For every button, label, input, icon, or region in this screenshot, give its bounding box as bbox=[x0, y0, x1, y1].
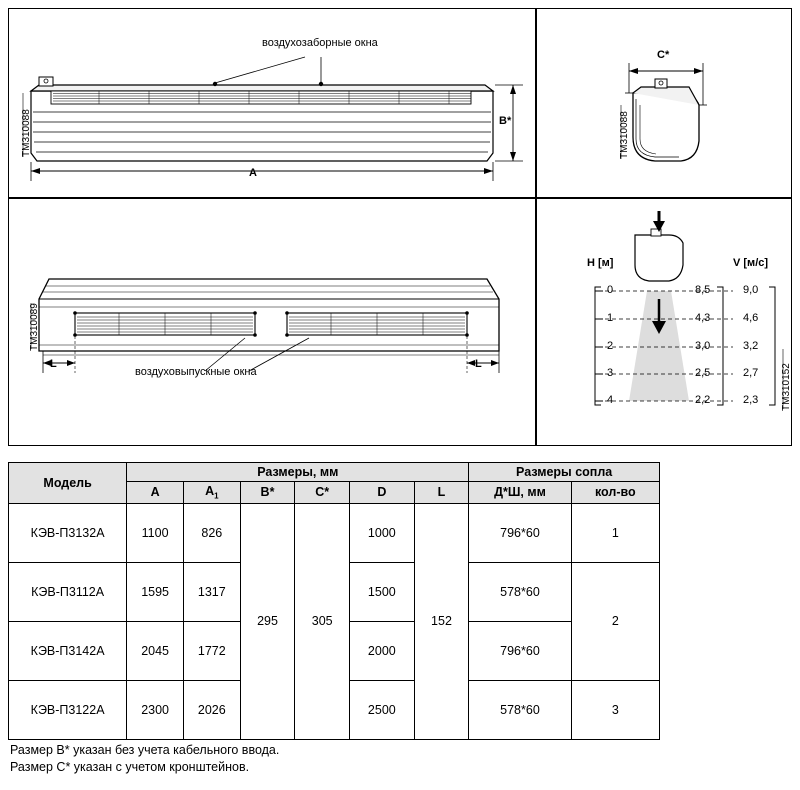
dimension-b-label: B* bbox=[499, 115, 512, 127]
cell-count-3: 3 bbox=[571, 680, 659, 739]
table-header-row-1 bbox=[9, 463, 660, 482]
cell-a1-3: 2026 bbox=[183, 680, 240, 739]
cell-a-2: 2045 bbox=[127, 621, 184, 680]
v1-value-2: 3,0 bbox=[695, 340, 711, 352]
cell-a-1: 1595 bbox=[127, 562, 184, 621]
cell-d-2: 2000 bbox=[350, 621, 415, 680]
th-d: D bbox=[350, 482, 415, 504]
cell-model-0: КЭВ-П3132А bbox=[9, 503, 127, 562]
h-value-4: 4 bbox=[607, 394, 614, 406]
specification-table bbox=[8, 462, 660, 740]
v1-value-4: 2,2 bbox=[695, 394, 711, 406]
cell-l-merged: 152 bbox=[414, 503, 469, 739]
dimension-a-label: A bbox=[249, 167, 257, 179]
panel-front-view bbox=[8, 8, 536, 198]
cell-nozzle-3: 578*60 bbox=[469, 680, 571, 739]
v1-value-0: 8,5 bbox=[695, 284, 711, 296]
cell-d-1: 1500 bbox=[350, 562, 415, 621]
drawing-code-tm310089: TM310089 bbox=[29, 303, 40, 351]
cell-model-1: КЭВ-П3112А bbox=[9, 562, 127, 621]
panel-velocity-diagram bbox=[536, 198, 792, 446]
th-l: L bbox=[414, 482, 469, 504]
notes-block bbox=[10, 742, 279, 776]
th-nozzle-size: Д*Ш, мм bbox=[469, 482, 571, 504]
dimension-l-right-label: L bbox=[475, 358, 482, 370]
th-a: A bbox=[127, 482, 184, 504]
cell-model-2: КЭВ-П3142А bbox=[9, 621, 127, 680]
table-header bbox=[9, 463, 660, 504]
th-a1: $A_1$ bbox=[183, 482, 240, 504]
th-group-sizes: Размеры, мм bbox=[127, 463, 469, 482]
h-value-1: 1 bbox=[607, 312, 614, 324]
h-axis-header: H [м] bbox=[587, 257, 614, 269]
cell-b-merged: 295 bbox=[240, 503, 295, 739]
cell-nozzle-1: 578*60 bbox=[469, 562, 571, 621]
cell-d-0: 1000 bbox=[350, 503, 415, 562]
v-axis-header: V [м/с] bbox=[733, 257, 769, 269]
cell-c-merged: 305 bbox=[295, 503, 350, 739]
cell-model-3: КЭВ-П3122А bbox=[9, 680, 127, 739]
h-value-0: 0 bbox=[607, 284, 614, 296]
h-value-3: 3 bbox=[607, 367, 614, 379]
v2-value-0: 9,0 bbox=[743, 284, 759, 296]
side-view-drawing bbox=[537, 9, 793, 199]
table-body bbox=[9, 503, 660, 739]
cell-a1-2: 1772 bbox=[183, 621, 240, 680]
cell-a1-1: 1317 bbox=[183, 562, 240, 621]
v1-value-3: 2,5 bbox=[695, 367, 711, 379]
table-row bbox=[9, 503, 660, 562]
cell-a1-0: 826 bbox=[183, 503, 240, 562]
th-c: C* bbox=[295, 482, 350, 504]
panel-side-view bbox=[536, 8, 792, 198]
v1-value-1: 4,3 bbox=[695, 312, 711, 324]
th-group-nozzle: Размеры сопла bbox=[469, 463, 660, 482]
v2-value-3: 2,7 bbox=[743, 367, 759, 379]
dimension-c-label: C* bbox=[657, 49, 670, 61]
panel-bottom-view bbox=[8, 198, 536, 446]
v2-value-4: 2,3 bbox=[743, 394, 759, 406]
cell-count-merged-2: 2 bbox=[571, 562, 659, 680]
cell-nozzle-2: 796*60 bbox=[469, 621, 571, 680]
v2-value-1: 4,6 bbox=[743, 312, 759, 324]
cell-nozzle-0: 796*60 bbox=[469, 503, 571, 562]
dimension-l-left-label: L bbox=[50, 358, 57, 370]
cell-count-0: 1 bbox=[571, 503, 659, 562]
cell-d-3: 2500 bbox=[350, 680, 415, 739]
cell-a-3: 2300 bbox=[127, 680, 184, 739]
note-line-1: Размер B* указан без учета кабельного ввода. bbox=[10, 743, 280, 757]
callout-air-outlet-label: воздуховыпускные окна bbox=[135, 366, 257, 378]
cell-a-0: 1100 bbox=[127, 503, 184, 562]
drawing-code-tm310152: TM310152 bbox=[781, 363, 792, 411]
h-value-2: 2 bbox=[607, 340, 614, 352]
th-b: B* bbox=[240, 482, 295, 504]
th-model: Модель bbox=[9, 463, 127, 504]
drawing-code-tm310088-side: TM310088 bbox=[619, 111, 630, 159]
callout-air-intake-label: воздухозаборные окна bbox=[262, 37, 378, 49]
note-line-2: Размер C* указан с учетом кронштейнов. bbox=[10, 760, 250, 774]
th-nozzle-count: кол-во bbox=[571, 482, 659, 504]
drawing-code-tm310088-front: TM310088 bbox=[21, 109, 32, 157]
v2-value-2: 3,2 bbox=[743, 340, 759, 352]
bottom-view-drawing bbox=[9, 199, 537, 447]
